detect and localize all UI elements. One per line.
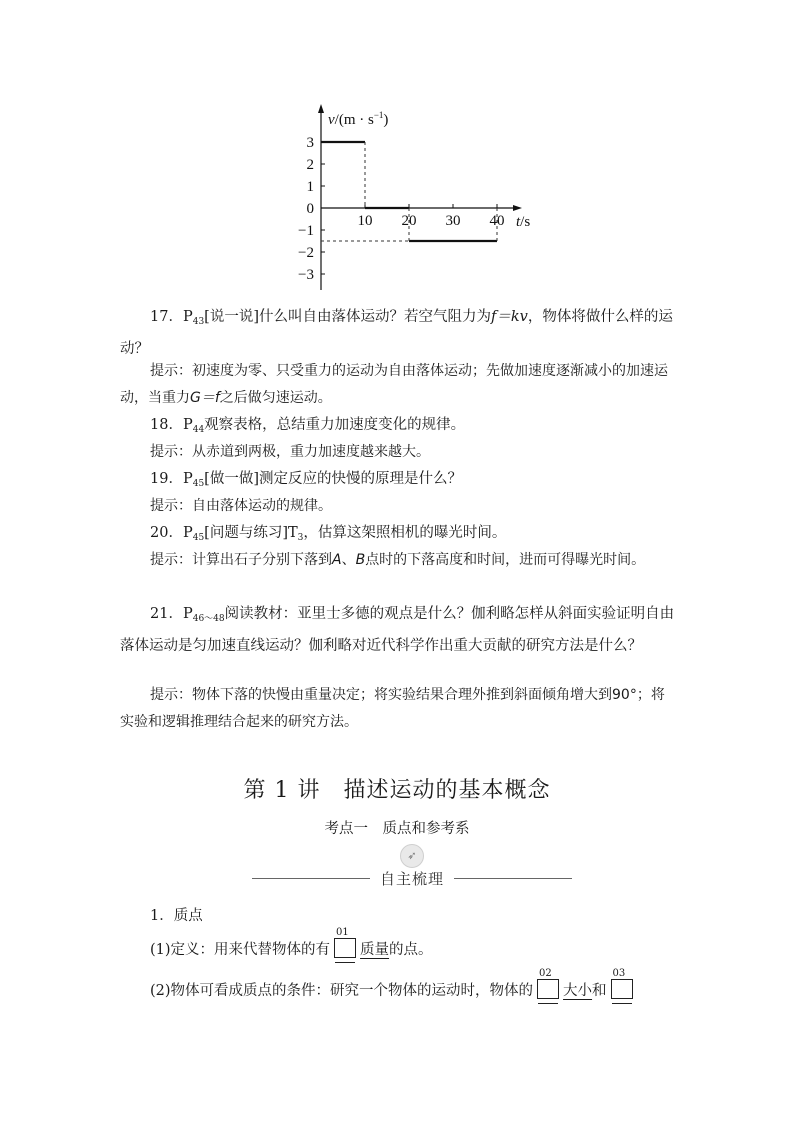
answer-text: 质量 [360,942,390,958]
y-tick-label: 3 [306,135,314,151]
x-tick-label: 40 [489,213,505,229]
answer-19: 提示：自由落体运动的规律。 [150,498,332,514]
self-study-banner [252,842,572,900]
x-tick-label: 10 [357,213,373,229]
x-tick-label: 20 [401,213,417,229]
x-tick-label: 30 [445,213,461,229]
question-18: 18．$P_{44}$观察表格，总结重力加速度变化的规律。 [150,417,466,435]
velocity-time-graph [290,98,550,294]
x-axis-label: t/s [516,214,531,230]
section-heading: 考点一 质点和参考系 [324,821,470,837]
guide-lines [321,142,497,241]
answer-17: 提示：初速度为零、只受重力的运动为自由落体运动；先做加速度逐渐减小的加速运动，当重力G＝f之后做匀速运动。 [120,363,668,406]
subsection-title: 1．质点 [150,908,203,924]
y-tick-label: −2 [298,245,314,261]
y-tick-label: 2 [306,157,314,173]
banner-label: 自主梳理 [379,870,444,888]
question-20: 20．$P_{45}$[问题与练习]$T_3$，估算这架照相机的曝光时间。 [150,525,507,543]
definition-line: (1)定义：用来代替物体的有 01 质量的点。 [150,927,433,958]
question-21: 21．$P_{46\sim 48}$阅读教材：亚里士多德的观点是什么？伽利略怎样从斜面实验证明自由落体运动是匀加速直线运动？伽利略对近代科学作出重大贡献的研究方法是什么？ [120,606,675,654]
answer-21: 提示：物体下落的快慢由重量决定；将实验结果合理外推到斜面倾角增大到90°；将实验和逻辑推理结合起来的研究方法。 [120,687,665,730]
question-19: 19．$P_{45}$[做一做]测定反应的快慢的原理是什么？ [150,471,462,489]
question-17: 17．$P_{43}$[说一说]什么叫自由落体运动？若空气阻力为f＝kv，物体将做什么样的运动？ [120,309,673,357]
answer-18: 提示：从赤道到两极，重力加速度越来越大。 [150,444,430,460]
condition-line: (2)物体可看成质点的条件：研究一个物体的运动时，物体的 02 大小和 03 [150,978,690,1005]
blank-box: 03 [611,979,633,999]
y-tick-label: −1 [298,223,314,239]
y-axis-label: $v/(m \cdot s^{-1})$ [328,110,389,128]
lecture-title: 第 1 讲 描述运动的基本概念 [243,778,551,803]
y-axis-arrow [318,104,324,113]
y-tick-label: −3 [298,267,314,283]
y-tick-label: 1 [306,179,314,195]
y-tick-label: 0 [306,201,314,217]
paper-plane-icon: ➶ [400,844,424,868]
x-axis-arrow [513,205,522,211]
answer-text: 大小 [563,983,593,999]
blank-box: 01 [334,938,356,958]
blank-box: 02 [537,979,559,999]
answer-20: 提示：计算出石子分别下落到A、B点时的下落高度和时间，进而可得曝光时间。 [150,552,646,568]
